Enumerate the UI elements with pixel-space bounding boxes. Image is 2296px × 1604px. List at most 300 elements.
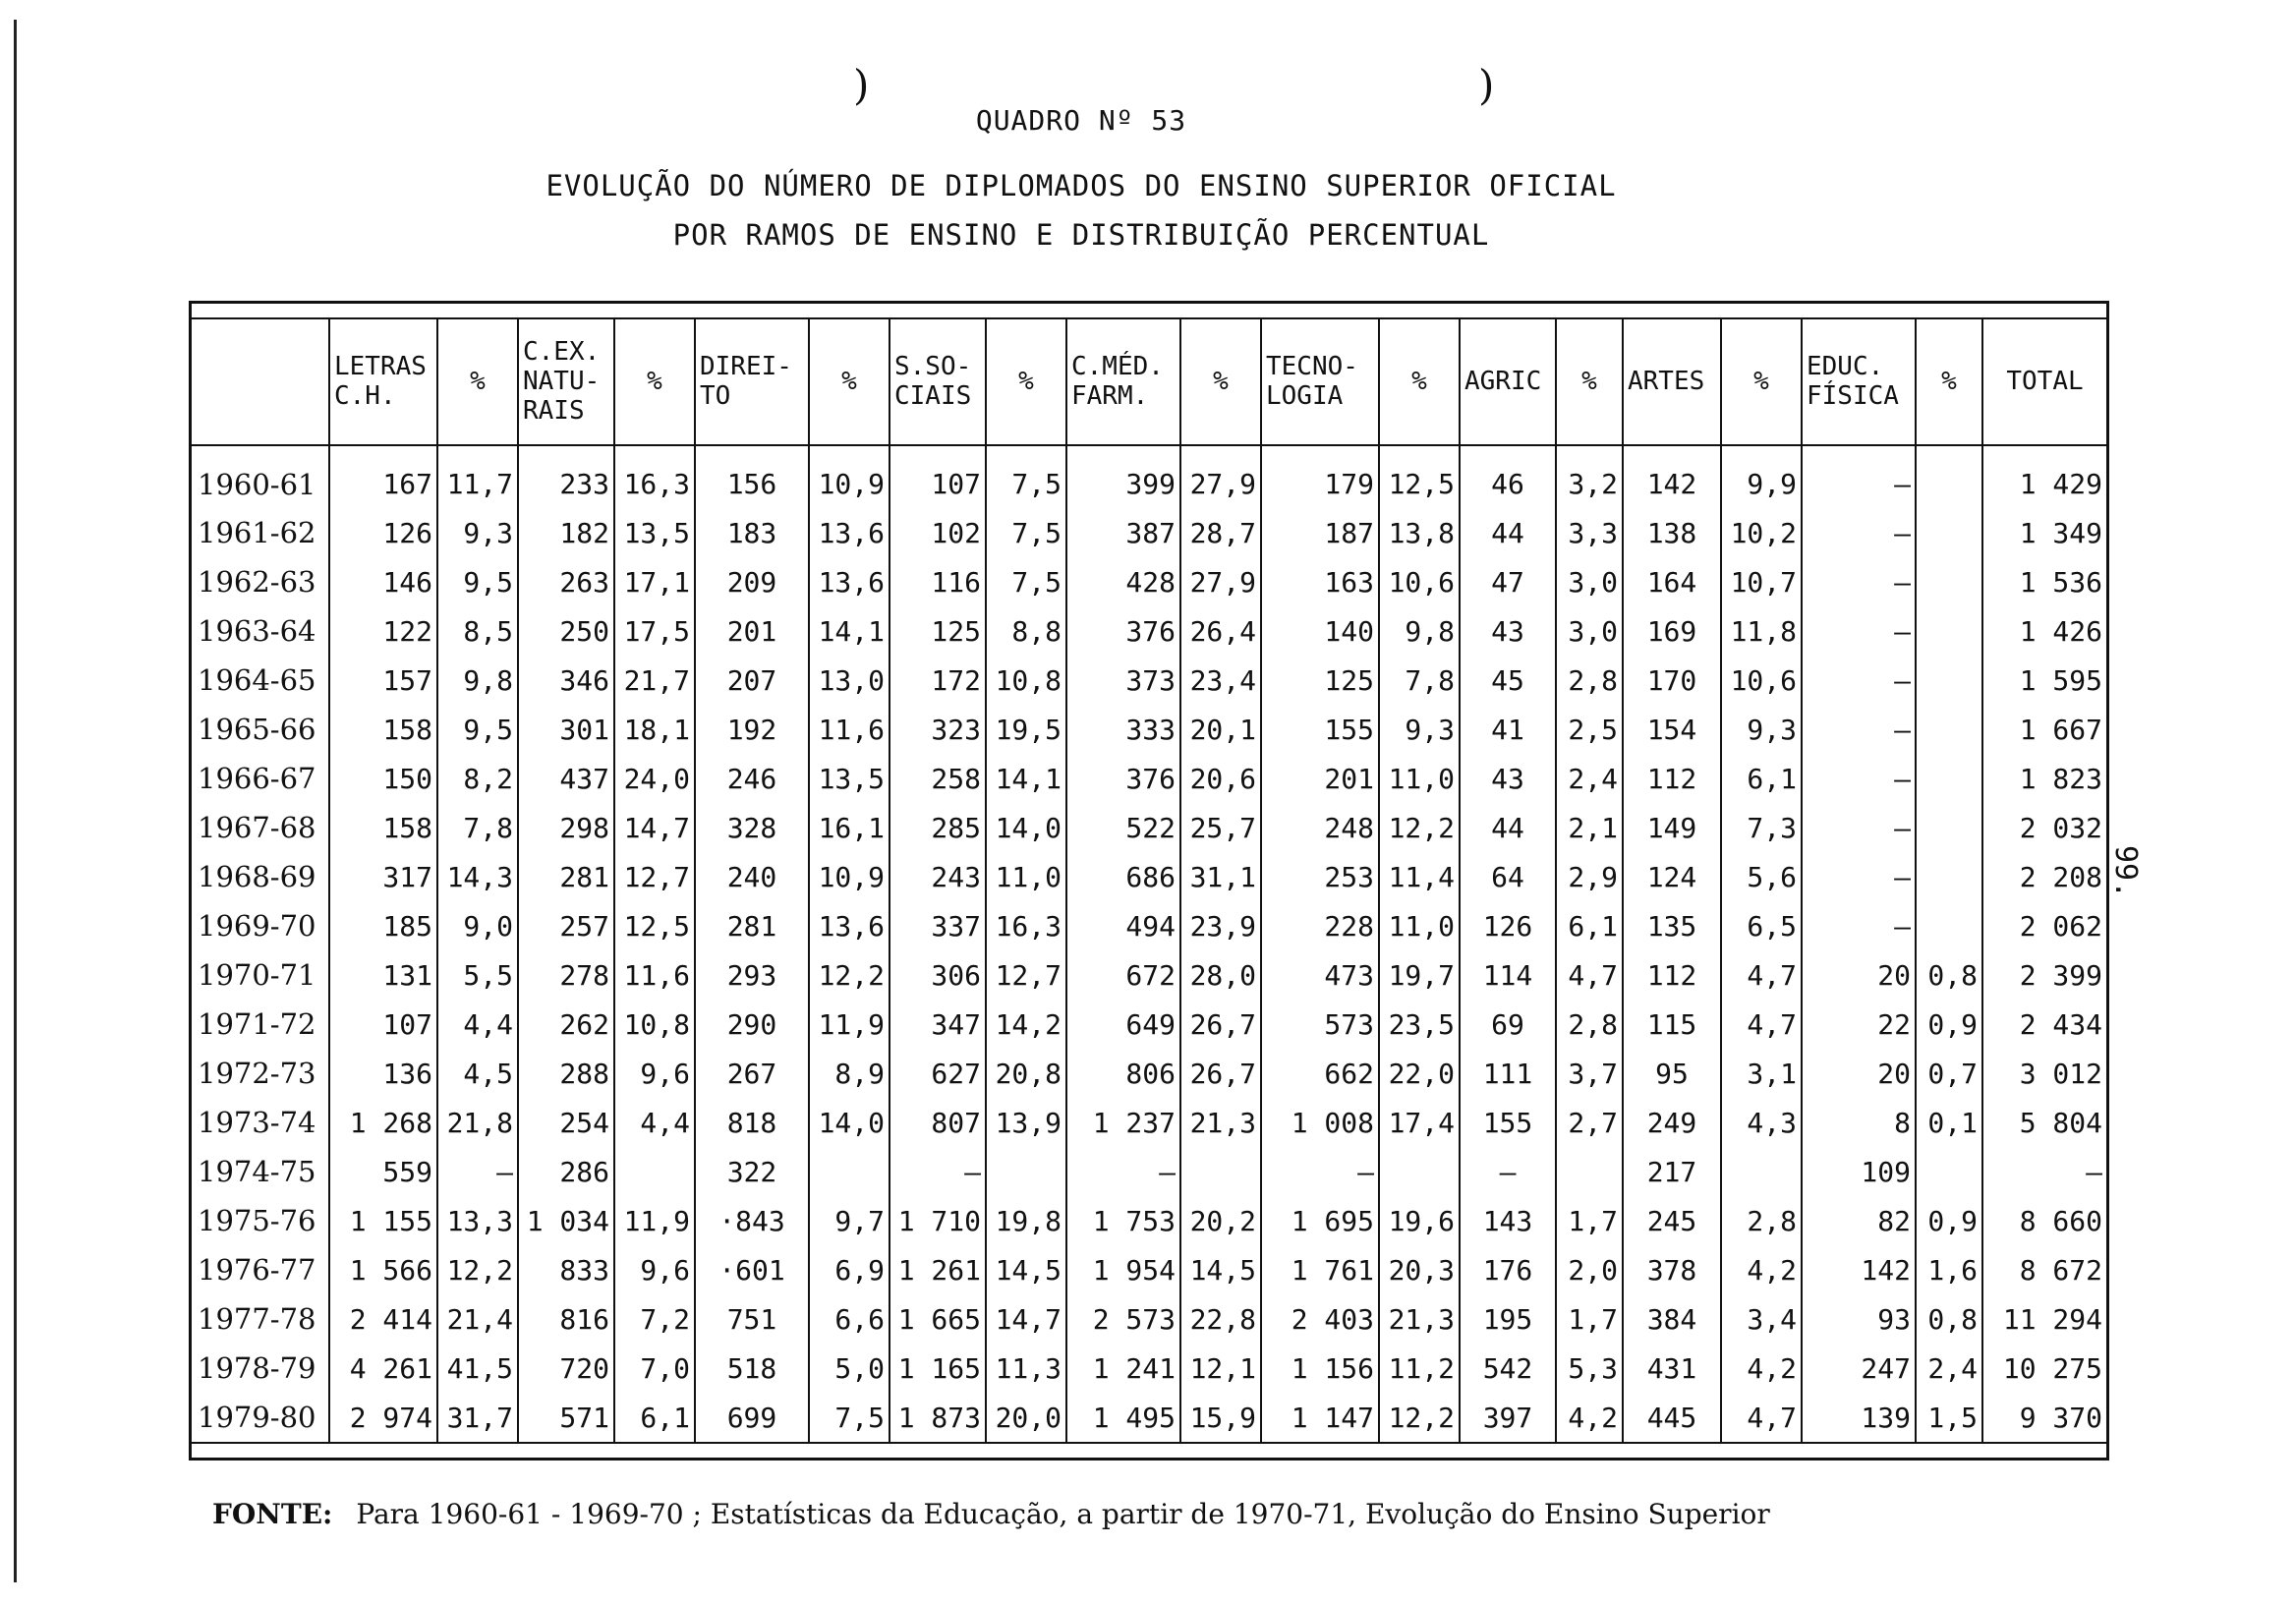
table-row — [192, 1393, 2106, 1442]
cell-letras-pct: 14,3 — [437, 852, 518, 901]
cell-educ-pct: 1,5 — [1916, 1393, 1982, 1442]
header-pct: % — [1180, 317, 1261, 445]
cell-ssociais-pct: 13,9 — [986, 1098, 1066, 1147]
cell-direito: 183 — [695, 508, 809, 557]
cell-tec-pct: 21,3 — [1379, 1294, 1460, 1344]
cell-year: 1974-75 — [192, 1147, 329, 1196]
cell-agric: 44 — [1460, 508, 1556, 557]
cell-ssociais-pct: 19,5 — [986, 705, 1066, 754]
cell-artes-pct: 4,2 — [1721, 1344, 1802, 1393]
cell-cex: 346 — [518, 656, 614, 705]
cell-cmed: 2 573 — [1066, 1294, 1180, 1344]
cell-cmed: 649 — [1066, 1000, 1180, 1049]
cell-direito-pct: 10,9 — [809, 852, 890, 901]
cell-ssociais: 1 261 — [890, 1245, 986, 1294]
cell-educ: — — [1802, 705, 1916, 754]
cell-direito: 293 — [695, 950, 809, 1000]
cell-educ: — — [1802, 852, 1916, 901]
cell-cex: 286 — [518, 1147, 614, 1196]
cell-cex-pct: 13,5 — [614, 508, 695, 557]
cell-letras: 559 — [329, 1147, 437, 1196]
cell-artes-pct: 10,6 — [1721, 656, 1802, 705]
cell-letras: 2 414 — [329, 1294, 437, 1344]
title-line-2: POR RAMOS DE ENSINO E DISTRIBUIÇÃO PERCENTUAL — [672, 218, 1490, 252]
cell-cex-pct: 9,6 — [614, 1245, 695, 1294]
cell-total: 1 536 — [2019, 565, 2102, 599]
header-letras: LETRAS C.H. — [329, 317, 437, 445]
cell-agric: 64 — [1460, 852, 1556, 901]
cell-year: 1960-61 — [192, 445, 329, 508]
header-pct: % — [437, 317, 518, 445]
cell-cex: 263 — [518, 557, 614, 606]
cell-artes: 169 — [1623, 606, 1721, 656]
cell-educ-pct — [1916, 852, 1982, 901]
cell-tec-pct: 19,6 — [1379, 1196, 1460, 1245]
cell-agric-pct: 5,3 — [1556, 1344, 1623, 1393]
cell-tec: 163 — [1261, 557, 1379, 606]
cell-cex: 250 — [518, 606, 614, 656]
cell-direito-pct: 6,9 — [809, 1245, 890, 1294]
cell-artes-pct: 2,8 — [1721, 1196, 1802, 1245]
header-pct: % — [614, 317, 695, 445]
cell-artes-pct: 3,1 — [1721, 1049, 1802, 1098]
cell-educ-pct — [1916, 705, 1982, 754]
cell-educ-pct — [1916, 754, 1982, 803]
header-year — [192, 317, 329, 445]
cell-ssociais-pct — [986, 1147, 1066, 1196]
cell-year: 1965-66 — [192, 705, 329, 754]
cell-cex-pct: 9,6 — [614, 1049, 695, 1098]
cell-letras-pct: 4,5 — [437, 1049, 518, 1098]
cell-letras: 185 — [329, 901, 437, 950]
cell-year: 1978-79 — [192, 1344, 329, 1393]
cell-cmed-pct: 21,3 — [1180, 1098, 1261, 1147]
cell-cmed: 376 — [1066, 754, 1180, 803]
cell-cex-pct: 17,1 — [614, 557, 695, 606]
cell-cex: 281 — [518, 852, 614, 901]
cell-cex-pct — [614, 1147, 695, 1196]
cell-direito: 322 — [695, 1147, 809, 1196]
cell-direito-pct: 13,0 — [809, 656, 890, 705]
cell-educ-pct — [1916, 557, 1982, 606]
cell-artes: 112 — [1623, 754, 1721, 803]
data-table-frame — [189, 301, 2109, 1461]
cell-ssociais-pct: 14,0 — [986, 803, 1066, 852]
cell-tec-pct: 19,7 — [1379, 950, 1460, 1000]
cell-year: 1971-72 — [192, 1000, 329, 1049]
cell-letras: 1 566 — [329, 1245, 437, 1294]
cell-cmed: 672 — [1066, 950, 1180, 1000]
cell-artes-pct: 4,7 — [1721, 1393, 1802, 1442]
cell-letras-pct: — — [437, 1147, 518, 1196]
cell-educ: — — [1802, 901, 1916, 950]
cell-agric: 155 — [1460, 1098, 1556, 1147]
cell-cex-pct: 18,1 — [614, 705, 695, 754]
cell-tec-pct: 13,8 — [1379, 508, 1460, 557]
cell-cmed-pct: 26,7 — [1180, 1000, 1261, 1049]
cell-educ-pct — [1916, 803, 1982, 852]
cell-direito: 156 — [695, 445, 809, 508]
cell-direito: 281 — [695, 901, 809, 950]
cell-cmed-pct — [1180, 1147, 1261, 1196]
cell-artes: 245 — [1623, 1196, 1721, 1245]
cell-agric: 126 — [1460, 901, 1556, 950]
cell-year: 1968-69 — [192, 852, 329, 901]
cell-ssociais-pct: 19,8 — [986, 1196, 1066, 1245]
cell-letras: 158 — [329, 803, 437, 852]
cell-educ-pct: 0,9 — [1916, 1196, 1982, 1245]
page-number: 99. — [2108, 845, 2143, 899]
cell-artes-pct: 6,5 — [1721, 901, 1802, 950]
cell-artes-pct: 11,8 — [1721, 606, 1802, 656]
cell-cmed-pct: 15,9 — [1180, 1393, 1261, 1442]
cell-educ: 93 — [1802, 1294, 1916, 1344]
cell-ssociais-pct: 7,5 — [986, 445, 1066, 508]
cell-tec-pct: 10,6 — [1379, 557, 1460, 606]
cell-artes: 138 — [1623, 508, 1721, 557]
cell-ssociais-pct: 14,5 — [986, 1245, 1066, 1294]
cell-ssociais: 102 — [890, 508, 986, 557]
cell-cex: 720 — [518, 1344, 614, 1393]
cell-tec: 140 — [1261, 606, 1379, 656]
cell-cex: 233 — [518, 445, 614, 508]
header-total: TOTAL — [1982, 317, 2106, 445]
cell-year: 1977-78 — [192, 1294, 329, 1344]
cell-letras-pct: 8,2 — [437, 754, 518, 803]
cell-cex-pct: 6,1 — [614, 1393, 695, 1442]
cell-direito-pct — [809, 1147, 890, 1196]
cell-agric-pct: 6,1 — [1556, 901, 1623, 950]
cell-cmed: 494 — [1066, 901, 1180, 950]
cell-tec-pct: 12,5 — [1379, 445, 1460, 508]
cell-educ: 247 — [1802, 1344, 1916, 1393]
cell-ssociais: 125 — [890, 606, 986, 656]
cell-artes-pct: 6,1 — [1721, 754, 1802, 803]
cell-cmed: 387 — [1066, 508, 1180, 557]
cell-tec: 662 — [1261, 1049, 1379, 1098]
cell-educ: — — [1802, 656, 1916, 705]
cell-educ: — — [1802, 754, 1916, 803]
cell-artes: 154 — [1623, 705, 1721, 754]
cell-agric-pct: 3,3 — [1556, 508, 1623, 557]
cell-direito-pct: 13,6 — [809, 508, 890, 557]
cell-total: 2 062 — [2019, 909, 2102, 943]
cell-ssociais-pct: 12,7 — [986, 950, 1066, 1000]
cell-agric-pct: 2,8 — [1556, 656, 1623, 705]
cell-ssociais: 306 — [890, 950, 986, 1000]
cell-tec-pct: 11,4 — [1379, 852, 1460, 901]
table-row — [192, 656, 2106, 705]
cell-cex-pct: 10,8 — [614, 1000, 695, 1049]
cell-letras: 126 — [329, 508, 437, 557]
cell-agric-pct: 1,7 — [1556, 1294, 1623, 1344]
table-row — [192, 1098, 2106, 1147]
cell-agric-pct — [1556, 1147, 1623, 1196]
cell-total: 1 823 — [2019, 762, 2102, 795]
cell-ssociais-pct: 11,3 — [986, 1344, 1066, 1393]
cell-letras-pct: 31,7 — [437, 1393, 518, 1442]
cell-educ: — — [1802, 557, 1916, 606]
cell-cmed: 428 — [1066, 557, 1180, 606]
cell-direito: 699 — [695, 1393, 809, 1442]
cell-cex-pct: 16,3 — [614, 445, 695, 508]
cell-direito: 267 — [695, 1049, 809, 1098]
cell-ssociais-pct: 16,3 — [986, 901, 1066, 950]
cell-tec-pct: 12,2 — [1379, 1393, 1460, 1442]
cell-ssociais-pct: 11,0 — [986, 852, 1066, 901]
cell-cmed-pct: 27,9 — [1180, 557, 1261, 606]
cell-letras: 2 974 — [329, 1393, 437, 1442]
cell-cex: 182 — [518, 508, 614, 557]
cell-agric-pct: 2,7 — [1556, 1098, 1623, 1147]
cell-educ-pct: 0,7 — [1916, 1049, 1982, 1098]
cell-ssociais: 107 — [890, 445, 986, 508]
cell-agric: 46 — [1460, 445, 1556, 508]
cell-tec: 187 — [1261, 508, 1379, 557]
cell-cmed-pct: 20,1 — [1180, 705, 1261, 754]
cell-letras-pct: 21,4 — [437, 1294, 518, 1344]
source-text: Para 1960-61 - 1969-70 ; Estatísticas da Educação, a partir de 1970-71, Evolução do Ensino Superior — [356, 1498, 1770, 1530]
cell-artes: 115 — [1623, 1000, 1721, 1049]
cell-total: 1 429 — [2019, 468, 2102, 500]
cell-cex-pct: 21,7 — [614, 656, 695, 705]
table-body — [192, 445, 2106, 1442]
cell-direito: 328 — [695, 803, 809, 852]
cell-letras-pct: 5,5 — [437, 950, 518, 1000]
cell-letras: 107 — [329, 1000, 437, 1049]
cell-cex-pct: 7,0 — [614, 1344, 695, 1393]
cell-cmed: 1 753 — [1066, 1196, 1180, 1245]
cell-tec-pct: 9,8 — [1379, 606, 1460, 656]
cell-ssociais: 323 — [890, 705, 986, 754]
cell-educ-pct — [1916, 1147, 1982, 1196]
cell-total: 5 804 — [2019, 1106, 2102, 1139]
cell-agric-pct: 3,0 — [1556, 606, 1623, 656]
cell-direito: 201 — [695, 606, 809, 656]
cell-educ: 82 — [1802, 1196, 1916, 1245]
cell-tec-pct: 20,3 — [1379, 1245, 1460, 1294]
cell-total: 1 667 — [2019, 713, 2102, 746]
table-row — [192, 508, 2106, 557]
cell-cmed: 333 — [1066, 705, 1180, 754]
cell-cmed-pct: 20,6 — [1180, 754, 1261, 803]
cell-total: 9 370 — [2019, 1401, 2102, 1434]
header-tecnologia: TECNO- LOGIA — [1261, 317, 1379, 445]
cell-artes-pct: 4,7 — [1721, 1000, 1802, 1049]
cell-agric-pct: 2,9 — [1556, 852, 1623, 901]
cell-year: 1973-74 — [192, 1098, 329, 1147]
cell-cex: 1 034 — [518, 1196, 614, 1245]
cell-educ: 20 — [1802, 950, 1916, 1000]
cell-cex: 262 — [518, 1000, 614, 1049]
table-row — [192, 557, 2106, 606]
cell-artes: 170 — [1623, 656, 1721, 705]
cell-cex-pct: 12,5 — [614, 901, 695, 950]
cell-cex: 301 — [518, 705, 614, 754]
cell-cex: 257 — [518, 901, 614, 950]
header-pct: % — [986, 317, 1066, 445]
cell-year: 1976-77 — [192, 1245, 329, 1294]
cell-letras-pct: 13,3 — [437, 1196, 518, 1245]
cell-letras-pct: 11,7 — [437, 445, 518, 508]
cell-letras: 136 — [329, 1049, 437, 1098]
cell-artes-pct: 5,6 — [1721, 852, 1802, 901]
cell-artes: 249 — [1623, 1098, 1721, 1147]
cell-agric: 43 — [1460, 606, 1556, 656]
cell-ssociais-pct: 14,7 — [986, 1294, 1066, 1344]
cell-tec-pct: 11,0 — [1379, 754, 1460, 803]
cell-cmed-pct: 28,7 — [1180, 508, 1261, 557]
source-note — [212, 1498, 1770, 1530]
cell-letras-pct: 9,8 — [437, 656, 518, 705]
cell-ssociais-pct: 7,5 — [986, 508, 1066, 557]
cell-total: 8 672 — [2019, 1253, 2102, 1287]
cell-year: 1967-68 — [192, 803, 329, 852]
cell-tec: — — [1261, 1147, 1379, 1196]
cell-tec: 179 — [1261, 445, 1379, 508]
cell-letras-pct: 9,5 — [437, 557, 518, 606]
cell-tec-pct: 9,3 — [1379, 705, 1460, 754]
table-row — [192, 1000, 2106, 1049]
cell-total: 10 275 — [2002, 1351, 2102, 1385]
cell-cmed-pct: 23,4 — [1180, 656, 1261, 705]
cell-educ-pct — [1916, 656, 1982, 705]
table-row — [192, 754, 2106, 803]
cell-direito-pct: 5,0 — [809, 1344, 890, 1393]
cell-total: 11 294 — [2002, 1302, 2102, 1336]
cell-ssociais-pct: 14,2 — [986, 1000, 1066, 1049]
cell-letras-pct: 21,8 — [437, 1098, 518, 1147]
cell-direito-pct: 6,6 — [809, 1294, 890, 1344]
cell-cex: 437 — [518, 754, 614, 803]
cell-direito-pct: 14,1 — [809, 606, 890, 656]
cell-direito-pct: 10,9 — [809, 445, 890, 508]
cell-agric-pct: 3,2 — [1556, 445, 1623, 508]
cell-cex-pct: 7,2 — [614, 1294, 695, 1344]
cell-direito-pct: 16,1 — [809, 803, 890, 852]
cell-total: 2 399 — [2019, 958, 2102, 992]
cell-cex: 816 — [518, 1294, 614, 1344]
header-artes: ARTES — [1623, 317, 1721, 445]
data-table — [192, 317, 2106, 1442]
cell-agric: 114 — [1460, 950, 1556, 1000]
cell-artes: 445 — [1623, 1393, 1721, 1442]
cell-tec-pct: 12,2 — [1379, 803, 1460, 852]
cell-tec: 473 — [1261, 950, 1379, 1000]
cell-cex-pct: 14,7 — [614, 803, 695, 852]
cell-agric: 397 — [1460, 1393, 1556, 1442]
cell-cmed: 1 954 — [1066, 1245, 1180, 1294]
cell-cmed: 373 — [1066, 656, 1180, 705]
cell-total: 3 012 — [2019, 1057, 2102, 1090]
cell-agric-pct: 2,8 — [1556, 1000, 1623, 1049]
cell-agric-pct: 4,2 — [1556, 1393, 1623, 1442]
table-row — [192, 445, 2106, 508]
header-cex: C.EX. NATU- RAIS — [518, 317, 614, 445]
cell-tec-pct: 22,0 — [1379, 1049, 1460, 1098]
cell-cex-pct: 4,4 — [614, 1098, 695, 1147]
cell-letras-pct: 9,3 — [437, 508, 518, 557]
cell-direito: 192 — [695, 705, 809, 754]
cell-year: 1969-70 — [192, 901, 329, 950]
header-pct: % — [809, 317, 890, 445]
cell-ssociais-pct: 20,0 — [986, 1393, 1066, 1442]
cell-educ-pct: 0,8 — [1916, 1294, 1982, 1344]
cell-cex-pct: 12,7 — [614, 852, 695, 901]
cell-educ-pct: 0,1 — [1916, 1098, 1982, 1147]
cell-ssociais-pct: 7,5 — [986, 557, 1066, 606]
cell-artes-pct: 9,9 — [1721, 445, 1802, 508]
cell-agric: 47 — [1460, 557, 1556, 606]
paren-right: ) — [1478, 61, 1495, 109]
cell-ssociais: 807 — [890, 1098, 986, 1147]
cell-ssociais: 347 — [890, 1000, 986, 1049]
cell-artes-pct: 4,2 — [1721, 1245, 1802, 1294]
cell-cex: 571 — [518, 1393, 614, 1442]
cell-direito: 240 — [695, 852, 809, 901]
header-agric: AGRIC — [1460, 317, 1556, 445]
cell-cex-pct: 11,9 — [614, 1196, 695, 1245]
cell-cex: 278 — [518, 950, 614, 1000]
cell-artes-pct: 10,2 — [1721, 508, 1802, 557]
cell-cmed: 686 — [1066, 852, 1180, 901]
cell-letras: 122 — [329, 606, 437, 656]
cell-ssociais: 116 — [890, 557, 986, 606]
cell-year: 1979-80 — [192, 1393, 329, 1442]
cell-direito: 246 — [695, 754, 809, 803]
cell-direito: 751 — [695, 1294, 809, 1344]
cell-tec: 201 — [1261, 754, 1379, 803]
cell-cmed-pct: 25,7 — [1180, 803, 1261, 852]
cell-cex-pct: 11,6 — [614, 950, 695, 1000]
cell-cmed-pct: 22,8 — [1180, 1294, 1261, 1344]
cell-artes: 95 — [1623, 1049, 1721, 1098]
cell-total: — — [2086, 1155, 2102, 1188]
cell-year: 1966-67 — [192, 754, 329, 803]
cell-direito-pct: 13,6 — [809, 901, 890, 950]
cell-cmed: 522 — [1066, 803, 1180, 852]
cell-cex: 833 — [518, 1245, 614, 1294]
cell-ssociais: 337 — [890, 901, 986, 950]
cell-agric-pct: 2,4 — [1556, 754, 1623, 803]
cell-cex: 254 — [518, 1098, 614, 1147]
cell-tec-pct: 11,2 — [1379, 1344, 1460, 1393]
cell-tec: 228 — [1261, 901, 1379, 950]
cell-cmed-pct: 27,9 — [1180, 445, 1261, 508]
cell-educ-pct: 0,9 — [1916, 1000, 1982, 1049]
cell-cex: 298 — [518, 803, 614, 852]
cell-educ: — — [1802, 508, 1916, 557]
cell-cmed: 376 — [1066, 606, 1180, 656]
cell-direito-pct: 8,9 — [809, 1049, 890, 1098]
cell-tec-pct: 11,0 — [1379, 901, 1460, 950]
cell-letras: 317 — [329, 852, 437, 901]
cell-year: 1961-62 — [192, 508, 329, 557]
cell-artes-pct: 7,3 — [1721, 803, 1802, 852]
cell-educ: — — [1802, 445, 1916, 508]
cell-direito: 290 — [695, 1000, 809, 1049]
cell-cmed: 806 — [1066, 1049, 1180, 1098]
cell-letras-pct: 7,8 — [437, 803, 518, 852]
cell-total: 1 426 — [2019, 614, 2102, 648]
cell-ssociais-pct: 10,8 — [986, 656, 1066, 705]
cell-tec: 125 — [1261, 656, 1379, 705]
cell-ssociais-pct: 20,8 — [986, 1049, 1066, 1098]
left-margin-rule — [14, 20, 17, 1582]
cell-letras: 1 155 — [329, 1196, 437, 1245]
cell-agric: 41 — [1460, 705, 1556, 754]
cell-cmed: 1 241 — [1066, 1344, 1180, 1393]
